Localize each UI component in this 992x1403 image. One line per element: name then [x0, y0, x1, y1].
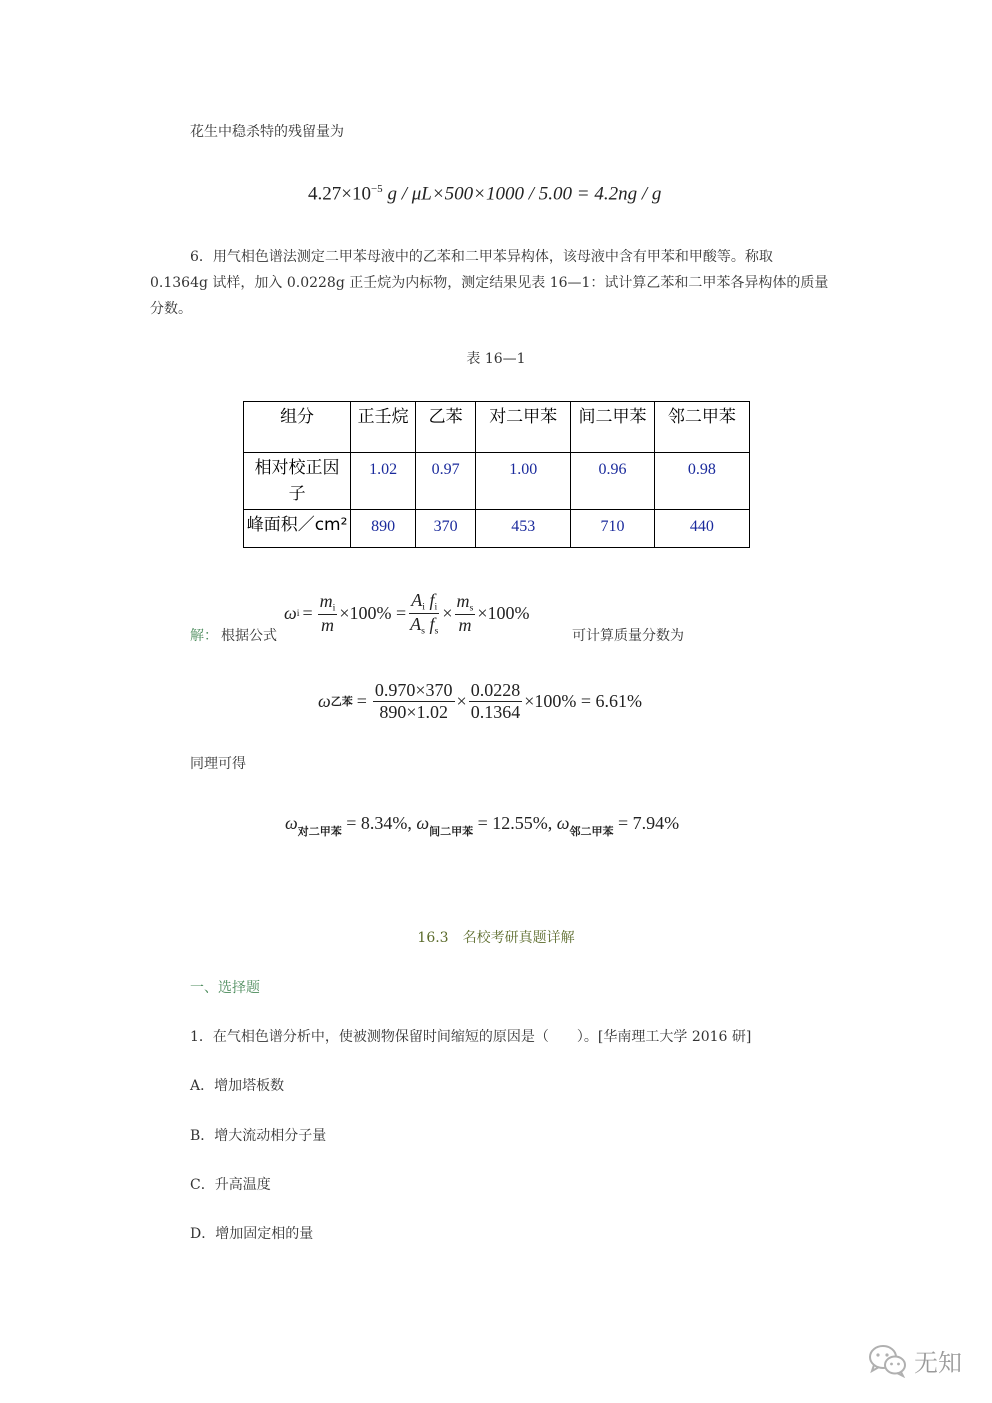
gf-mid1: ×100% = — [339, 602, 407, 623]
eb-frac1 — [373, 680, 455, 722]
option-c: C．升高温度 — [190, 1177, 271, 1193]
table-col-header: 乙苯 — [416, 402, 476, 453]
eb-lhs: ω — [318, 690, 331, 711]
eb-frac2-den: 0.1364 — [470, 701, 521, 722]
table-cell: 1.02 — [351, 453, 416, 510]
option-a: A．增加塔板数 — [190, 1078, 285, 1094]
formula1-exponent: −5 — [370, 183, 383, 195]
gf-frac3-den: m — [458, 614, 472, 635]
watermark — [868, 1343, 962, 1378]
table-col-header: 邻二甲苯 — [654, 402, 749, 453]
table-cell: 440 — [654, 510, 749, 548]
gf-frac2-den-sub: s — [421, 625, 426, 637]
eb-times: × — [456, 690, 467, 711]
option-d: D．增加固定相的量 — [190, 1226, 314, 1242]
problem-6 — [150, 244, 870, 322]
gf-frac2-num-sub: i — [422, 601, 426, 613]
option-b: B．增大流动相分子量 — [190, 1128, 327, 1144]
problem-6-line3: 分数。 — [150, 301, 192, 317]
result-value: = 8.34%, — [346, 813, 412, 833]
gf-tail: ×100% — [477, 602, 530, 623]
result-item — [556, 813, 680, 838]
table-col-header: 对二甲苯 — [476, 402, 571, 453]
eb-lhs-sub: 乙苯 — [330, 695, 353, 709]
wechat-icon — [868, 1344, 908, 1378]
result-symbol: ω — [416, 813, 430, 833]
result-value: = 7.94% — [617, 813, 680, 833]
formula1-rest: g / μL×500×1000 / 5.00 = 4.2ng / g — [382, 183, 662, 205]
table-header-row — [244, 402, 750, 453]
table-cell: 0.96 — [571, 453, 655, 510]
result-symbol: ω — [285, 813, 298, 833]
table-row-label: 相对校正因子 — [244, 453, 351, 510]
similarly-text: 同理可得 — [190, 756, 246, 772]
subsection-title: 一、选择题 — [190, 980, 260, 996]
table-row-label: 峰面积／cm² — [244, 510, 351, 548]
table-cell: 370 — [416, 510, 476, 548]
gf-frac1 — [318, 591, 338, 636]
table-cell: 453 — [476, 510, 571, 548]
watermark-text: 无知 — [914, 1349, 962, 1377]
solution-text-after: 可计算质量分数为 — [572, 628, 684, 644]
eb-eq: = — [356, 690, 367, 711]
results-formula — [285, 813, 679, 839]
solution-label: 解： — [190, 628, 218, 644]
table-row — [244, 510, 750, 548]
residue-formula — [308, 183, 661, 205]
gf-frac2 — [408, 590, 440, 637]
solution-text-before: 根据公式 — [221, 628, 277, 644]
question-1-stem: 1．在气相色谱分析中，使被测物保留时间缩短的原因是（ ）。[华南理工大学 2016 研] — [190, 1029, 752, 1045]
gf-frac2-num-f-sub: i — [434, 601, 438, 613]
table-cell: 1.00 — [476, 453, 571, 510]
gf-frac3 — [455, 591, 476, 636]
result-sub: 对二甲苯 — [297, 825, 342, 838]
table-cell: 0.98 — [654, 453, 749, 510]
eb-frac1-num: 0.970×370 — [374, 680, 453, 700]
eb-frac2 — [469, 680, 523, 722]
gf-frac3-num: m — [456, 591, 470, 612]
result-item — [416, 813, 553, 838]
result-sub: 间二甲苯 — [429, 825, 474, 838]
intro-text: 花生中稳杀特的残留量为 — [190, 124, 344, 140]
problem-6-line2: 0.1364g 试样，加入 0.0228g 正壬烷为内标物，测定结果见表 16—1：试计算乙苯和二甲苯各异构体的质量 — [150, 275, 829, 291]
table-cell: 710 — [571, 510, 655, 548]
result-symbol: ω — [556, 813, 570, 833]
gf-frac2-num-f: f — [429, 590, 435, 610]
result-item — [285, 813, 412, 838]
gf-frac1-num: m — [319, 591, 333, 612]
gf-frac2-den: A — [410, 613, 422, 634]
ethylbenzene-formula — [318, 680, 642, 722]
table-col-header: 正壬烷 — [351, 402, 416, 453]
table-row — [244, 453, 750, 510]
result-value: = 12.55%, — [477, 813, 553, 833]
table-cell: 890 — [351, 510, 416, 548]
table-caption: 表 16—1 — [466, 351, 526, 367]
table-col-header: 间二甲苯 — [571, 402, 655, 453]
gf-times: × — [442, 602, 453, 623]
problem-6-line1: 6．用气相色谱法测定二甲苯母液中的乙苯和二甲苯异构体，该母液中含有甲苯和甲酸等。称取 — [190, 249, 773, 265]
section-title: 16.3 名校考研真题详解 — [417, 930, 575, 946]
gf-frac2-den-f: f — [429, 613, 435, 634]
general-formula: ω i = $\frac{m_i}{m}$ ×100% = $\frac{A_i f_i}{A_s f_s}$ × $\frac{m_s}{m}$ ×100% — [284, 590, 530, 637]
gf-frac2-num: A — [411, 590, 423, 610]
table-header-label: 组分 — [244, 402, 351, 453]
eb-frac2-num: 0.0228 — [470, 680, 521, 700]
gf-frac1-num-sub: i — [332, 602, 336, 614]
formula1-coef: 4.27×10 — [308, 183, 371, 205]
eb-frac1-den: 890×1.02 — [379, 701, 449, 722]
gf-lhs: ω — [284, 602, 297, 623]
data-table — [243, 401, 750, 548]
eb-tail: ×100% = 6.61% — [524, 690, 642, 711]
gf-frac2-den-f-sub: s — [434, 625, 439, 637]
table-cell: 0.97 — [416, 453, 476, 510]
gf-frac3-num-sub: s — [469, 602, 474, 614]
result-sub: 邻二甲苯 — [569, 825, 614, 838]
gf-lhs-sub: i — [296, 607, 300, 619]
gf-frac1-den: m — [321, 614, 334, 635]
